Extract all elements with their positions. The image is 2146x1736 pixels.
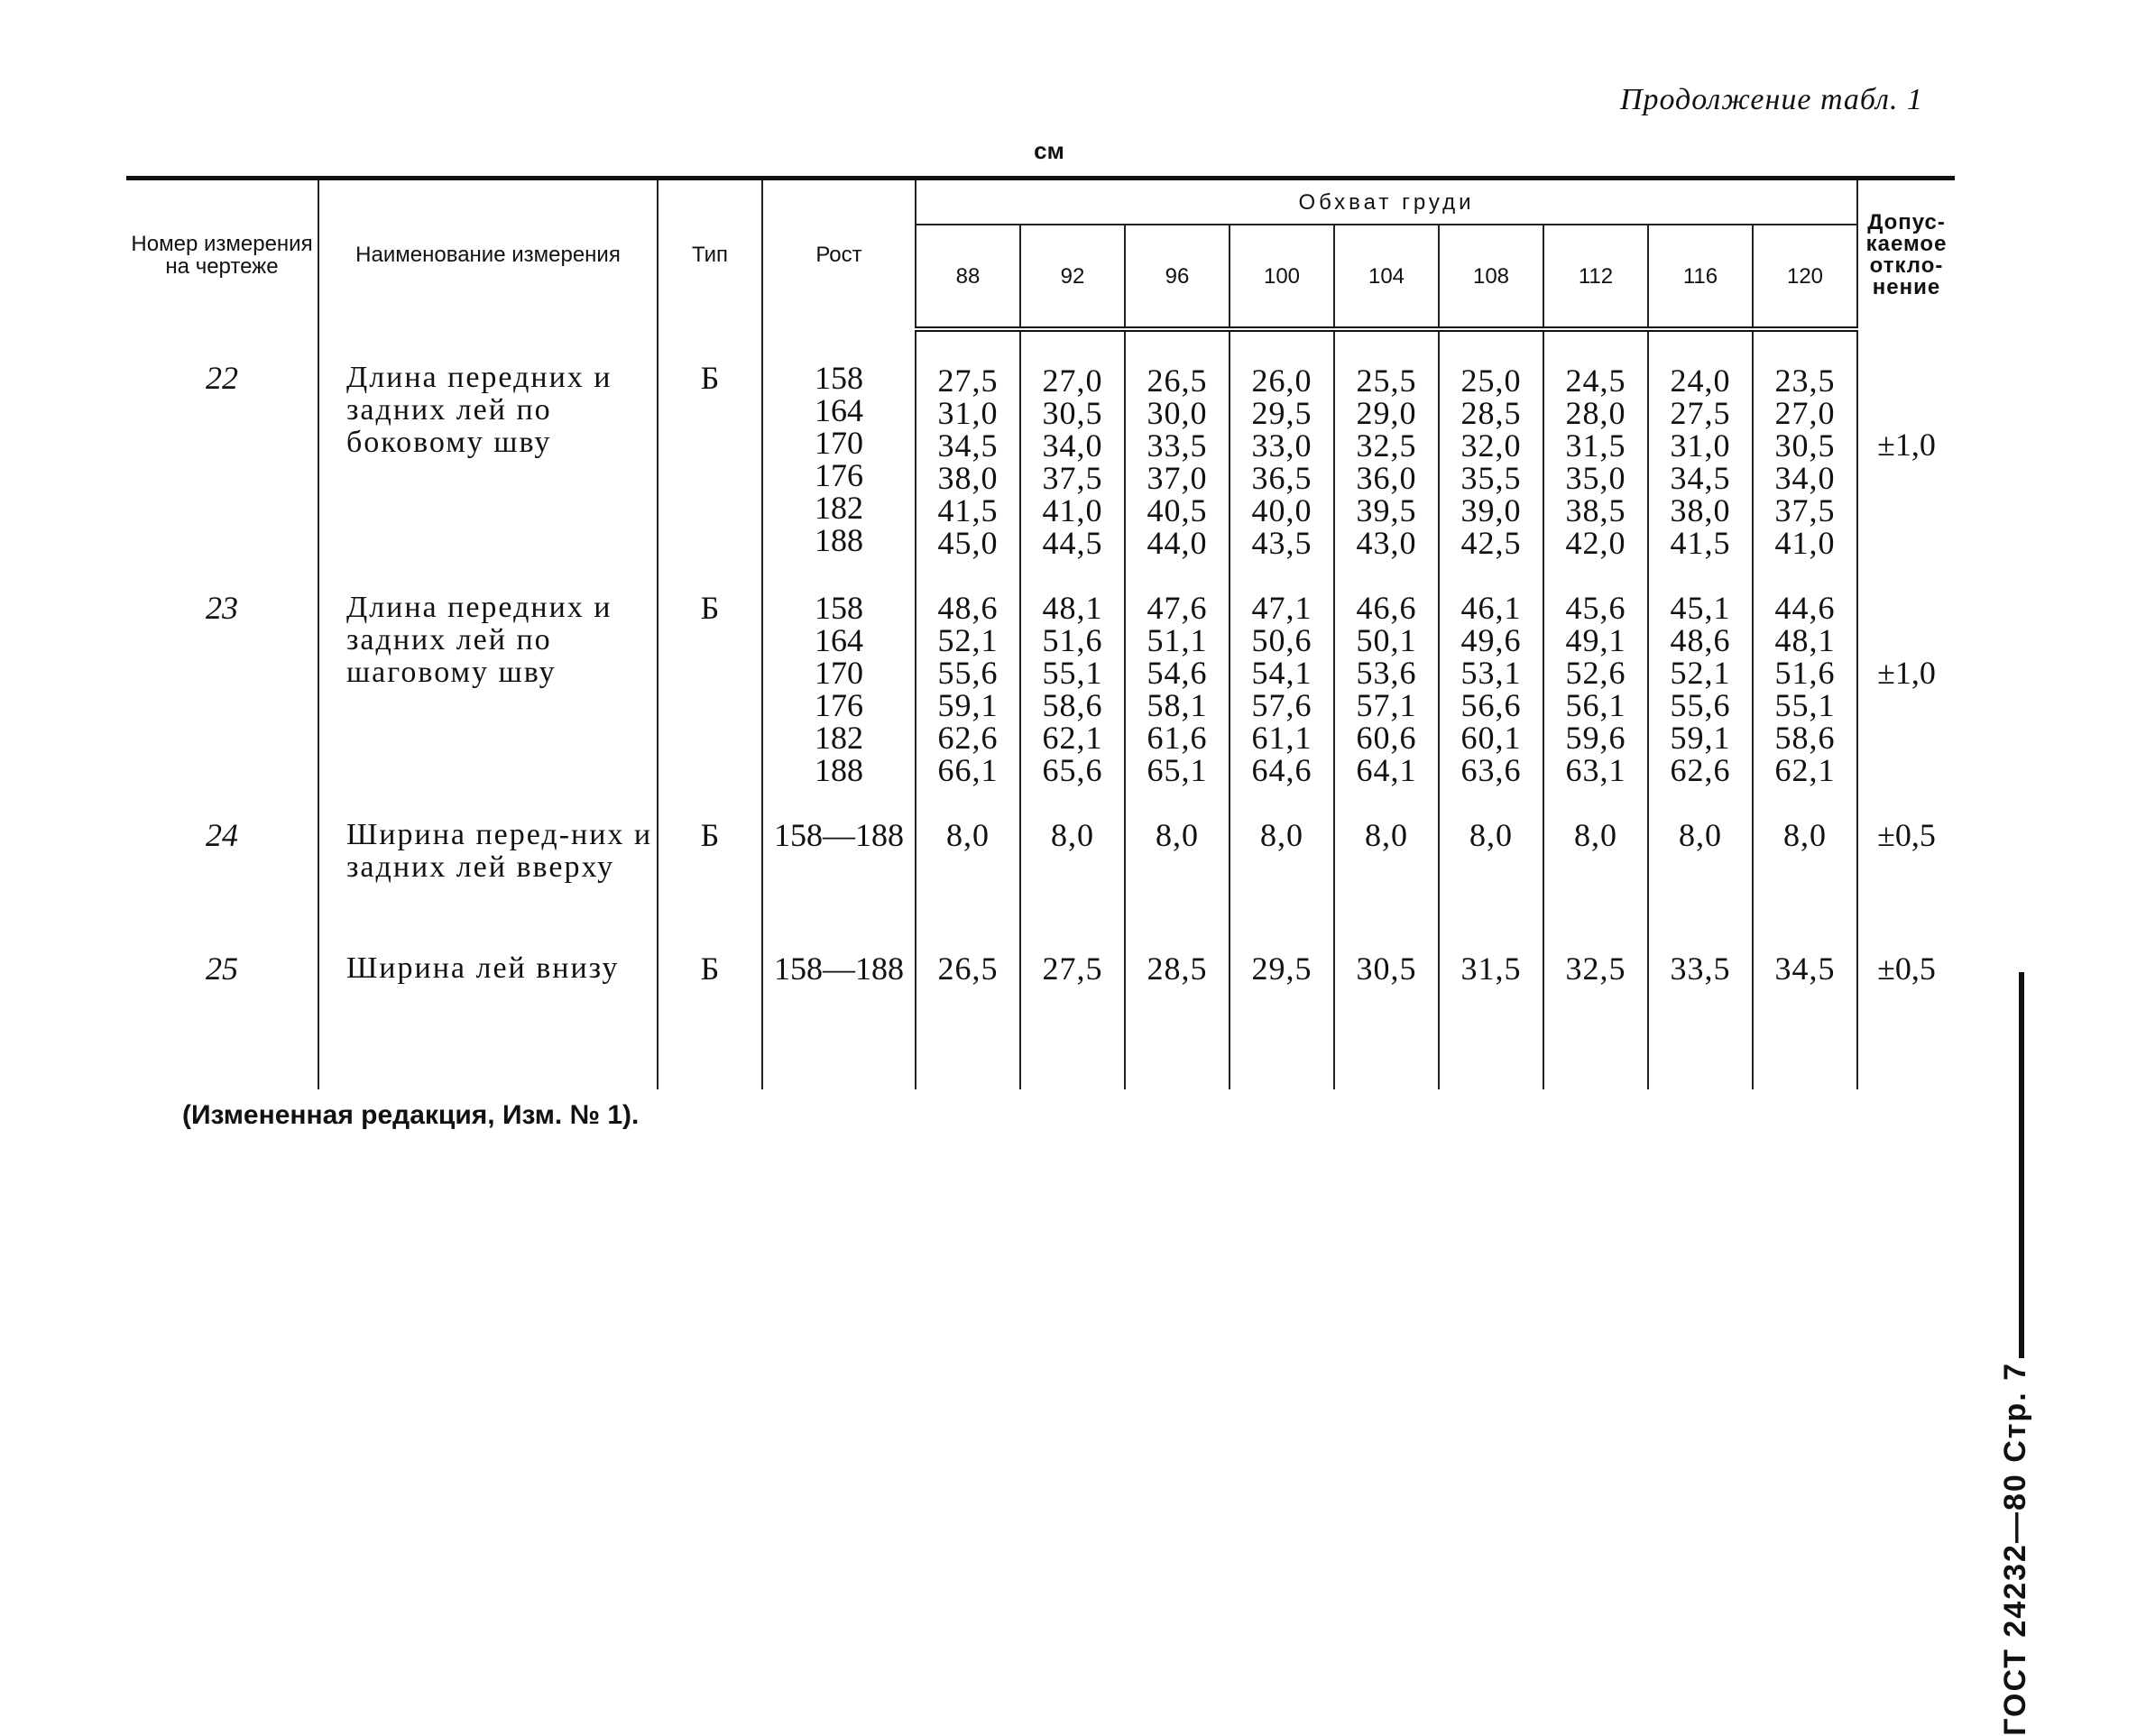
- girth-values: 27,0 30,5 34,0 37,5 41,0 44,5: [1020, 329, 1125, 559]
- girth-values: 8,0: [1648, 786, 1753, 920]
- garment-type: Б: [658, 920, 762, 1089]
- table-row: [126, 920, 1955, 1089]
- garment-type: Б: [658, 786, 762, 920]
- girth-values: 33,5: [1648, 920, 1753, 1089]
- header-girth: 108: [1439, 225, 1543, 329]
- measurement-name: Длина передних и задних лей по боковому шву: [318, 329, 658, 559]
- girth-values: 8,0: [1543, 786, 1648, 920]
- measurement-number: 22: [206, 360, 238, 396]
- measurement-number: 23: [206, 590, 238, 626]
- girth-values: 8,0: [1753, 786, 1857, 920]
- girth-values: 46,1 49,6 53,1 56,6 60,1 63,6: [1439, 559, 1543, 786]
- girth-values: 26,5 30,0 33,5 37,0 40,5 44,0: [1125, 329, 1230, 559]
- header-girth: 104: [1334, 225, 1439, 329]
- girth-values: 8,0: [1230, 786, 1334, 920]
- header-type: Тип: [658, 179, 762, 330]
- header-number: Номер измерения на чертеже: [126, 179, 318, 330]
- girth-values: 8,0: [1125, 786, 1230, 920]
- page-identifier: ГОСТ 24232—80 Стр. 7: [1998, 1362, 2032, 1736]
- header-tolerance: Допус-каемое откло-нение: [1857, 179, 1955, 330]
- girth-values: 32,5: [1543, 920, 1648, 1089]
- girth-values: 45,1 48,6 52,1 55,6 59,1 62,6: [1648, 559, 1753, 786]
- girth-values: 23,5 27,0 30,5 34,0 37,5 41,0: [1753, 329, 1857, 559]
- header-girth: 100: [1230, 225, 1334, 329]
- header-height: Рост: [762, 179, 916, 330]
- height-values: 158 164 170 176 182 188: [762, 559, 916, 786]
- header-name: Наименование измерения: [318, 179, 658, 330]
- girth-values: 45,6 49,1 52,6 56,1 59,6 63,1: [1543, 559, 1648, 786]
- header-girth: 120: [1753, 225, 1857, 329]
- girth-values: 8,0: [1020, 786, 1125, 920]
- height-values: 158—188: [762, 786, 916, 920]
- unit-label: см: [1034, 137, 1064, 164]
- measurement-name: Ширина лей внизу: [318, 920, 658, 1089]
- girth-values: 25,0 28,5 32,0 35,5 39,0 42,5: [1439, 329, 1543, 559]
- measurement-number: 25: [206, 951, 238, 987]
- revision-note: (Измененная редакция, Изм. № 1).: [182, 1100, 640, 1130]
- measurement-number: 24: [206, 817, 238, 853]
- girth-values: 28,5: [1125, 920, 1230, 1089]
- measurement-name: Ширина перед-них и задних лей вверху: [318, 786, 658, 920]
- page-side-rule: [2019, 972, 2024, 1358]
- girth-values: 8,0: [1334, 786, 1439, 920]
- tolerance-value: ±1,0: [1857, 329, 1955, 559]
- measurements-table: [126, 176, 1955, 1089]
- girth-values: 25,5 29,0 32,5 36,0 39,5 43,0: [1334, 329, 1439, 559]
- garment-type: Б: [658, 329, 762, 559]
- girth-values: 30,5: [1334, 920, 1439, 1089]
- girth-values: 48,6 52,1 55,6 59,1 62,6 66,1: [916, 559, 1020, 786]
- girth-values: 27,5 31,0 34,5 38,0 41,5 45,0: [916, 329, 1020, 559]
- girth-values: 26,0 29,5 33,0 36,5 40,0 43,5: [1230, 329, 1334, 559]
- girth-values: 31,5: [1439, 920, 1543, 1089]
- header-girth: 88: [916, 225, 1020, 329]
- table-row: [126, 786, 1955, 920]
- table-continuation-caption: Продолжение табл. 1: [1619, 83, 1923, 116]
- girth-values: 24,5 28,0 31,5 35,0 38,5 42,0: [1543, 329, 1648, 559]
- girth-values: 48,1 51,6 55,1 58,6 62,1 65,6: [1020, 559, 1125, 786]
- girth-values: 27,5: [1020, 920, 1125, 1089]
- girth-values: 29,5: [1230, 920, 1334, 1089]
- header-chest-girth: Обхват груди: [916, 179, 1857, 225]
- girth-values: 44,6 48,1 51,6 55,1 58,6 62,1: [1753, 559, 1857, 786]
- height-values: 158—188: [762, 920, 916, 1089]
- height-values: 158 164 170 176 182 188: [762, 329, 916, 559]
- tolerance-value: ±0,5: [1857, 920, 1955, 1089]
- girth-values: 34,5: [1753, 920, 1857, 1089]
- header-girth: 96: [1125, 225, 1230, 329]
- table-row: [126, 329, 1955, 559]
- girth-values: 8,0: [916, 786, 1020, 920]
- girth-values: 47,6 51,1 54,6 58,1 61,6 65,1: [1125, 559, 1230, 786]
- header-girth: 112: [1543, 225, 1648, 329]
- girth-values: 8,0: [1439, 786, 1543, 920]
- table-row: [126, 559, 1955, 786]
- girth-values: 24,0 27,5 31,0 34,5 38,0 41,5: [1648, 329, 1753, 559]
- garment-type: Б: [658, 559, 762, 786]
- tolerance-value: ±1,0: [1857, 559, 1955, 786]
- header-girth: 92: [1020, 225, 1125, 329]
- header-girth: 116: [1648, 225, 1753, 329]
- girth-values: 47,1 50,6 54,1 57,6 61,1 64,6: [1230, 559, 1334, 786]
- girth-values: 46,6 50,1 53,6 57,1 60,6 64,1: [1334, 559, 1439, 786]
- measurement-name: Длина передних и задних лей по шаговому шву: [318, 559, 658, 786]
- girth-values: 26,5: [916, 920, 1020, 1089]
- tolerance-value: ±0,5: [1857, 786, 1955, 920]
